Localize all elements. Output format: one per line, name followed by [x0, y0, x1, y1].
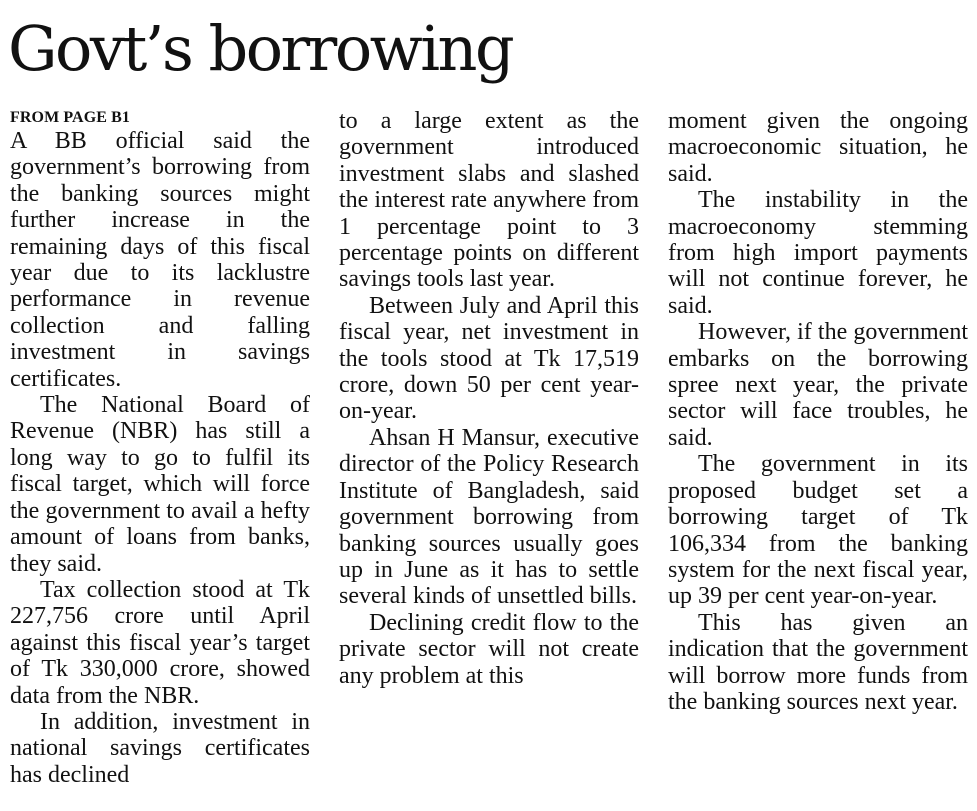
paragraph: moment given the ongoing macroeconomic situation, he said.	[668, 108, 968, 187]
article-column-1	[10, 108, 310, 788]
paragraph: The instability in the macroeconomy stemming from high import payments will not continue forever, he said.	[668, 187, 968, 319]
paragraph: Tax collection stood at Tk 227,756 crore until April against this fiscal year’s target of Tk 330,000 crore, showed data from the NBR.	[10, 576, 310, 709]
paragraph: A BB official said the government’s borrowing from the banking sources might further increase in the remaining days of this fiscal year due to its lacklustre performance in revenue collection and falling investment in savings certificates.	[10, 128, 310, 392]
paragraph: This has given an indication that the government will borrow more funds from the banking sources next year.	[668, 609, 968, 715]
article-column-2	[339, 108, 639, 689]
paragraph: In addition, investment in national savings certificates has declined	[10, 708, 310, 788]
paragraph: to a large extent as the government introduced investment slabs and slashed the interest rate anywhere from 1 percentage point to 3 percentage points on different savings tools last year.	[339, 108, 639, 293]
paragraph: Declining credit flow to the private sector will not create any problem at this	[339, 609, 639, 689]
article-column-3	[668, 108, 968, 715]
paragraph: The National Board of Revenue (NBR) has still a long way to go to fulfil its fiscal target, which will force the government to avail a hefty amount of loans from banks, they said.	[10, 392, 310, 577]
paragraph: Between July and April this fiscal year, net investment in the tools stood at Tk 17,519 crore, down 50 per cent year-on-year.	[339, 292, 639, 425]
paragraph: However, if the government embarks on the borrowing spree next year, the private sector will face troubles, he said.	[668, 319, 968, 451]
headline: Govt’s borrowing	[8, 12, 513, 85]
paragraph: Ahsan H Mansur, executive director of the Policy Research Institute of Bangladesh, said government borrowing from banking sources usually goes up in June as it has to settle several kinds of unsettled bills.	[339, 424, 639, 610]
paragraph: The government in its proposed budget set a borrowing target of Tk 106,334 from the banking system for the next fiscal year, up 39 per cent year-on-year.	[668, 451, 968, 610]
continuation-kicker: FROM PAGE B1	[10, 109, 131, 126]
